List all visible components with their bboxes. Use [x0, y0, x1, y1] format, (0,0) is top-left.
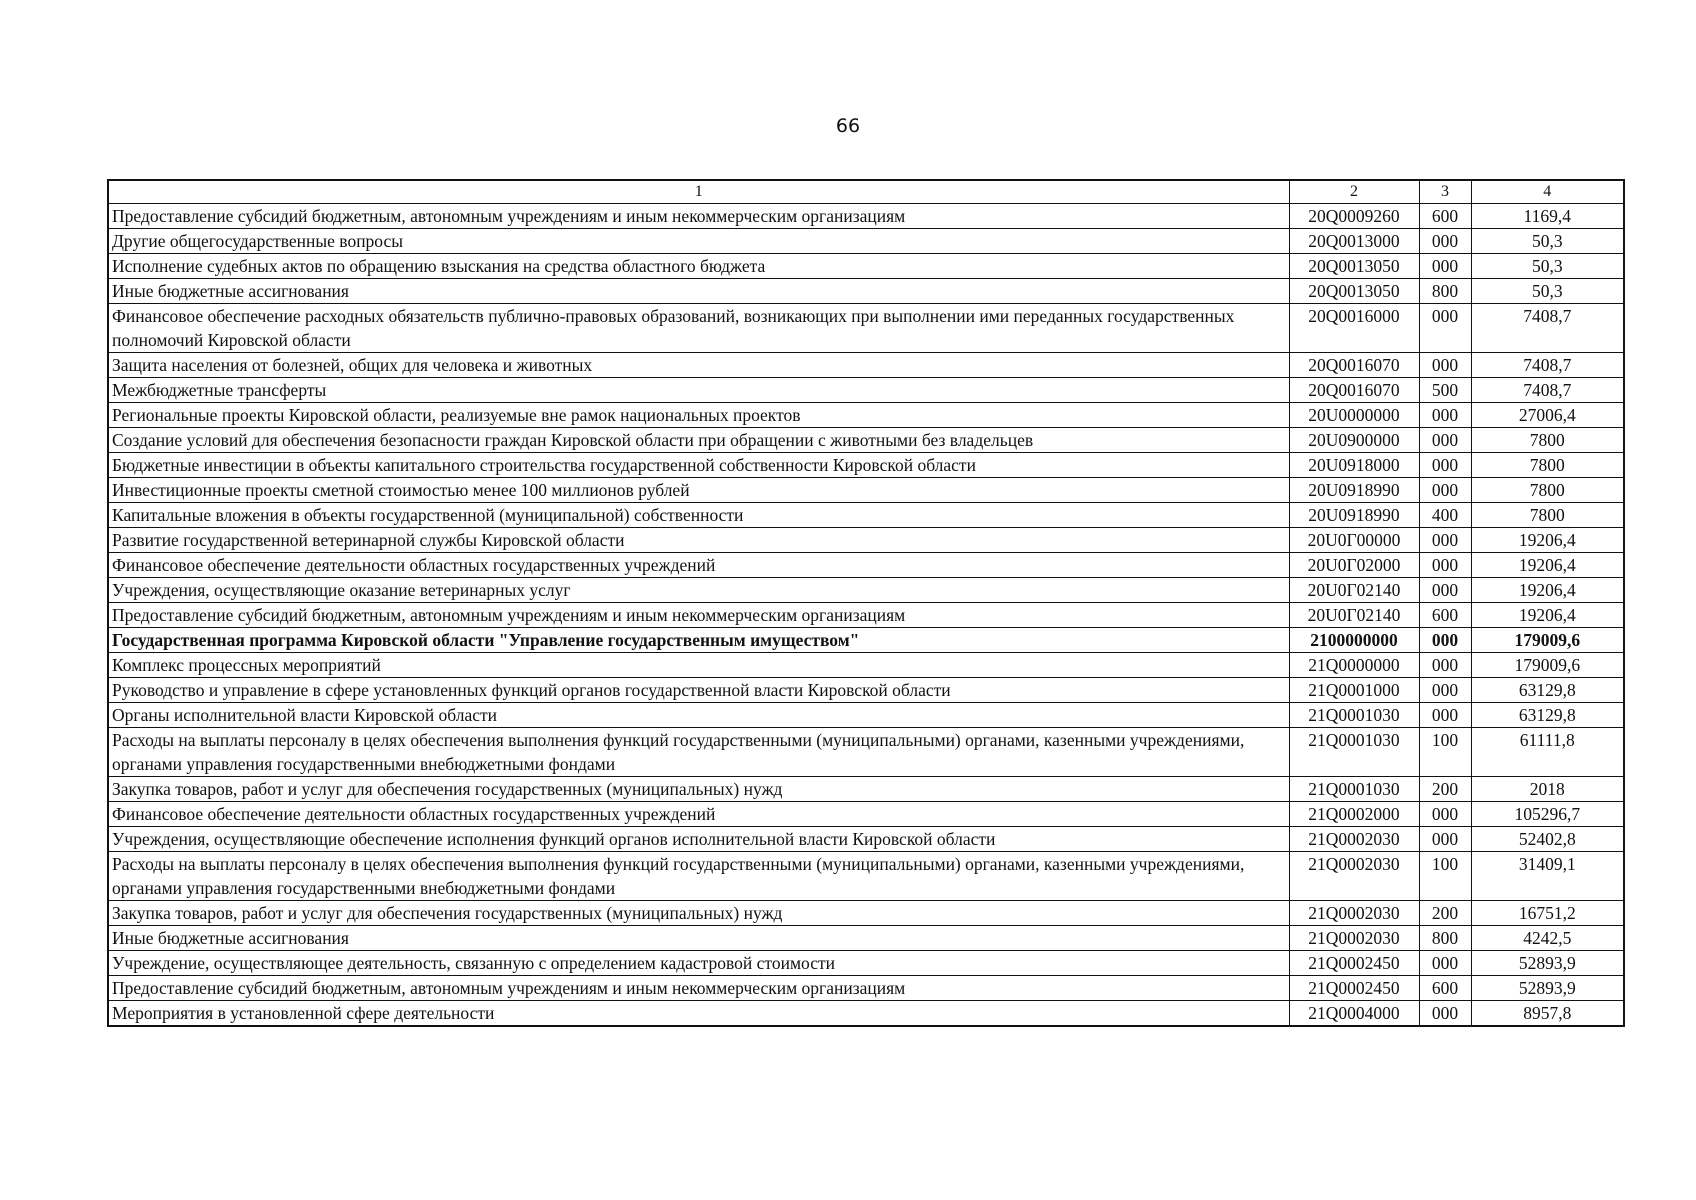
row-sum-cell: 27006,4: [1471, 403, 1624, 428]
row-name-cell: Учреждения, осуществляющие обеспечение исполнения функций органов исполнительной власти Кировской области: [108, 827, 1289, 852]
header-col-1: 1: [108, 180, 1289, 204]
row-name-cell: Исполнение судебных актов по обращению взыскания на средства областного бюджета: [108, 254, 1289, 279]
row-code-cell: 20U0918990: [1289, 478, 1419, 503]
row-name-cell: Финансовое обеспечение деятельности областных государственных учреждений: [108, 553, 1289, 578]
table-body: [108, 180, 1624, 1026]
table-row: [108, 229, 1624, 254]
row-kvr-cell: 000: [1419, 703, 1471, 728]
row-sum-cell: 105296,7: [1471, 802, 1624, 827]
row-sum-cell: 7408,7: [1471, 378, 1624, 403]
row-sum-cell: 7408,7: [1471, 304, 1624, 353]
row-kvr-cell: 000: [1419, 578, 1471, 603]
row-name-cell: Расходы на выплаты персоналу в целях обеспечения выполнения функций государственными (муниципальными) органами, казенными учреждениями, органами управления государственными внебюджетными фондами: [108, 852, 1289, 901]
row-name-cell: Предоставление субсидий бюджетным, автономным учреждениям и иным некоммерческим организациям: [108, 603, 1289, 628]
row-name-cell: Учреждения, осуществляющие оказание ветеринарных услуг: [108, 578, 1289, 603]
table-row: [108, 304, 1624, 353]
row-name-cell: Создание условий для обеспечения безопасности граждан Кировской области при обращении с животными без владельцев: [108, 428, 1289, 453]
row-code-cell: 20Q0013050: [1289, 279, 1419, 304]
row-sum-cell: 8957,8: [1471, 1001, 1624, 1027]
row-kvr-cell: 000: [1419, 229, 1471, 254]
table-row: [108, 428, 1624, 453]
row-sum-cell: 16751,2: [1471, 901, 1624, 926]
row-code-cell: 20U0918990: [1289, 503, 1419, 528]
row-kvr-cell: 400: [1419, 503, 1471, 528]
row-kvr-cell: 800: [1419, 926, 1471, 951]
row-kvr-cell: 200: [1419, 777, 1471, 802]
table-row: [108, 678, 1624, 703]
row-sum-cell: 61111,8: [1471, 728, 1624, 777]
row-sum-cell: 7800: [1471, 428, 1624, 453]
row-kvr-cell: 100: [1419, 852, 1471, 901]
row-code-cell: 21Q0001030: [1289, 777, 1419, 802]
table-row: [108, 852, 1624, 901]
row-code-cell: 21Q0002030: [1289, 926, 1419, 951]
row-kvr-cell: 000: [1419, 553, 1471, 578]
row-name-cell: Органы исполнительной власти Кировской области: [108, 703, 1289, 728]
row-code-cell: 20U0Г02140: [1289, 578, 1419, 603]
row-code-cell: 21Q0002030: [1289, 901, 1419, 926]
row-name-cell: Финансовое обеспечение деятельности областных государственных учреждений: [108, 802, 1289, 827]
row-sum-cell: 52893,9: [1471, 951, 1624, 976]
row-sum-cell: 63129,8: [1471, 703, 1624, 728]
table-header-row: [108, 180, 1624, 204]
row-kvr-cell: 000: [1419, 827, 1471, 852]
row-kvr-cell: 500: [1419, 378, 1471, 403]
row-name-cell: Иные бюджетные ассигнования: [108, 926, 1289, 951]
row-code-cell: 20Q0013000: [1289, 229, 1419, 254]
row-sum-cell: 19206,4: [1471, 603, 1624, 628]
row-kvr-cell: 600: [1419, 204, 1471, 229]
table-row: [108, 728, 1624, 777]
table-row: [108, 578, 1624, 603]
row-kvr-cell: 000: [1419, 453, 1471, 478]
table-row: [108, 827, 1624, 852]
header-col-4: 4: [1471, 180, 1624, 204]
header-col-3: 3: [1419, 180, 1471, 204]
row-sum-cell: 7800: [1471, 453, 1624, 478]
row-name-cell: Иные бюджетные ассигнования: [108, 279, 1289, 304]
row-code-cell: 20U0Г00000: [1289, 528, 1419, 553]
row-kvr-cell: 100: [1419, 728, 1471, 777]
page-number: 66: [835, 115, 861, 137]
row-name-cell: Предоставление субсидий бюджетным, автономным учреждениям и иным некоммерческим организациям: [108, 204, 1289, 229]
table-row: [108, 802, 1624, 827]
row-kvr-cell: 000: [1419, 653, 1471, 678]
row-code-cell: 20Q0016000: [1289, 304, 1419, 353]
table-row: [108, 703, 1624, 728]
table-row: [108, 628, 1624, 653]
row-name-cell: Учреждение, осуществляющее деятельность, связанную с определением кадастровой стоимости: [108, 951, 1289, 976]
row-code-cell: 20U0000000: [1289, 403, 1419, 428]
row-sum-cell: 2018: [1471, 777, 1624, 802]
row-sum-cell: 31409,1: [1471, 852, 1624, 901]
table-row: [108, 478, 1624, 503]
row-code-cell: 21Q0001030: [1289, 703, 1419, 728]
row-kvr-cell: 000: [1419, 478, 1471, 503]
row-name-cell: Развитие государственной ветеринарной службы Кировской области: [108, 528, 1289, 553]
row-sum-cell: 7800: [1471, 503, 1624, 528]
row-kvr-cell: 000: [1419, 254, 1471, 279]
table-row: [108, 777, 1624, 802]
table-row: [108, 1001, 1624, 1027]
row-name-cell: Государственная программа Кировской области "Управление государственным имуществом": [108, 628, 1289, 653]
table-row: [108, 353, 1624, 378]
table-row: [108, 503, 1624, 528]
row-code-cell: 20Q0009260: [1289, 204, 1419, 229]
table-row: [108, 901, 1624, 926]
row-kvr-cell: 000: [1419, 678, 1471, 703]
table-row: [108, 279, 1624, 304]
row-name-cell: Инвестиционные проекты сметной стоимостью менее 100 миллионов рублей: [108, 478, 1289, 503]
row-name-cell: Бюджетные инвестиции в объекты капитального строительства государственной собственности Кировской области: [108, 453, 1289, 478]
row-sum-cell: 50,3: [1471, 254, 1624, 279]
row-name-cell: Предоставление субсидий бюджетным, автономным учреждениям и иным некоммерческим организациям: [108, 976, 1289, 1001]
row-code-cell: 21Q0004000: [1289, 1001, 1419, 1027]
row-kvr-cell: 800: [1419, 279, 1471, 304]
row-code-cell: 21Q0000000: [1289, 653, 1419, 678]
row-sum-cell: 179009,6: [1471, 653, 1624, 678]
row-code-cell: 20U0918000: [1289, 453, 1419, 478]
row-code-cell: 20U0Г02140: [1289, 603, 1419, 628]
row-sum-cell: 50,3: [1471, 279, 1624, 304]
row-kvr-cell: 000: [1419, 428, 1471, 453]
row-sum-cell: 7408,7: [1471, 353, 1624, 378]
row-kvr-cell: 000: [1419, 951, 1471, 976]
row-kvr-cell: 000: [1419, 1001, 1471, 1027]
row-kvr-cell: 000: [1419, 802, 1471, 827]
table-row: [108, 378, 1624, 403]
row-name-cell: Капитальные вложения в объекты государственной (муниципальной) собственности: [108, 503, 1289, 528]
row-code-cell: 20Q0013050: [1289, 254, 1419, 279]
table-row: [108, 553, 1624, 578]
row-sum-cell: 19206,4: [1471, 578, 1624, 603]
row-code-cell: 20Q0016070: [1289, 378, 1419, 403]
table-row: [108, 603, 1624, 628]
row-sum-cell: 4242,5: [1471, 926, 1624, 951]
row-sum-cell: 7800: [1471, 478, 1624, 503]
row-sum-cell: 19206,4: [1471, 528, 1624, 553]
row-code-cell: 21Q0002030: [1289, 852, 1419, 901]
row-code-cell: 20U0Г02000: [1289, 553, 1419, 578]
row-code-cell: 21Q0002450: [1289, 976, 1419, 1001]
row-kvr-cell: 000: [1419, 403, 1471, 428]
row-code-cell: 2100000000: [1289, 628, 1419, 653]
row-code-cell: 21Q0002000: [1289, 802, 1419, 827]
row-kvr-cell: 600: [1419, 976, 1471, 1001]
table-row: [108, 403, 1624, 428]
row-code-cell: 20Q0016070: [1289, 353, 1419, 378]
table-row: [108, 254, 1624, 279]
row-code-cell: 21Q0001030: [1289, 728, 1419, 777]
row-code-cell: 21Q0001000: [1289, 678, 1419, 703]
row-sum-cell: 63129,8: [1471, 678, 1624, 703]
table-row: [108, 528, 1624, 553]
table-row: [108, 653, 1624, 678]
row-name-cell: Другие общегосударственные вопросы: [108, 229, 1289, 254]
row-name-cell: Региональные проекты Кировской области, реализуемые вне рамок национальных проектов: [108, 403, 1289, 428]
row-kvr-cell: 000: [1419, 353, 1471, 378]
row-code-cell: 21Q0002450: [1289, 951, 1419, 976]
table-row: [108, 976, 1624, 1001]
row-name-cell: Закупка товаров, работ и услуг для обеспечения государственных (муниципальных) нужд: [108, 901, 1289, 926]
table-row: [108, 926, 1624, 951]
row-sum-cell: 179009,6: [1471, 628, 1624, 653]
row-name-cell: Мероприятия в установленной сфере деятельности: [108, 1001, 1289, 1027]
row-sum-cell: 50,3: [1471, 229, 1624, 254]
row-name-cell: Закупка товаров, работ и услуг для обеспечения государственных (муниципальных) нужд: [108, 777, 1289, 802]
row-kvr-cell: 000: [1419, 528, 1471, 553]
table-row: [108, 951, 1624, 976]
row-sum-cell: 19206,4: [1471, 553, 1624, 578]
budget-table: [107, 179, 1625, 1027]
row-name-cell: Финансовое обеспечение расходных обязательств публично-правовых образований, возникающих при выполнении ими переданных государственных полномочий Кировской области: [108, 304, 1289, 353]
row-sum-cell: 52402,8: [1471, 827, 1624, 852]
header-col-2: 2: [1289, 180, 1419, 204]
row-sum-cell: 52893,9: [1471, 976, 1624, 1001]
row-name-cell: Межбюджетные трансферты: [108, 378, 1289, 403]
table-row: [108, 204, 1624, 229]
row-name-cell: Комплекс процессных мероприятий: [108, 653, 1289, 678]
row-name-cell: Руководство и управление в сфере установленных функций органов государственной власти Кировской области: [108, 678, 1289, 703]
row-kvr-cell: 600: [1419, 603, 1471, 628]
row-name-cell: Расходы на выплаты персоналу в целях обеспечения выполнения функций государственными (муниципальными) органами, казенными учреждениями, органами управления государственными внебюджетными фондами: [108, 728, 1289, 777]
table-row: [108, 453, 1624, 478]
row-code-cell: 20U0900000: [1289, 428, 1419, 453]
row-sum-cell: 1169,4: [1471, 204, 1624, 229]
row-name-cell: Защита населения от болезней, общих для человека и животных: [108, 353, 1289, 378]
row-kvr-cell: 200: [1419, 901, 1471, 926]
row-code-cell: 21Q0002030: [1289, 827, 1419, 852]
row-kvr-cell: 000: [1419, 304, 1471, 353]
row-kvr-cell: 000: [1419, 628, 1471, 653]
